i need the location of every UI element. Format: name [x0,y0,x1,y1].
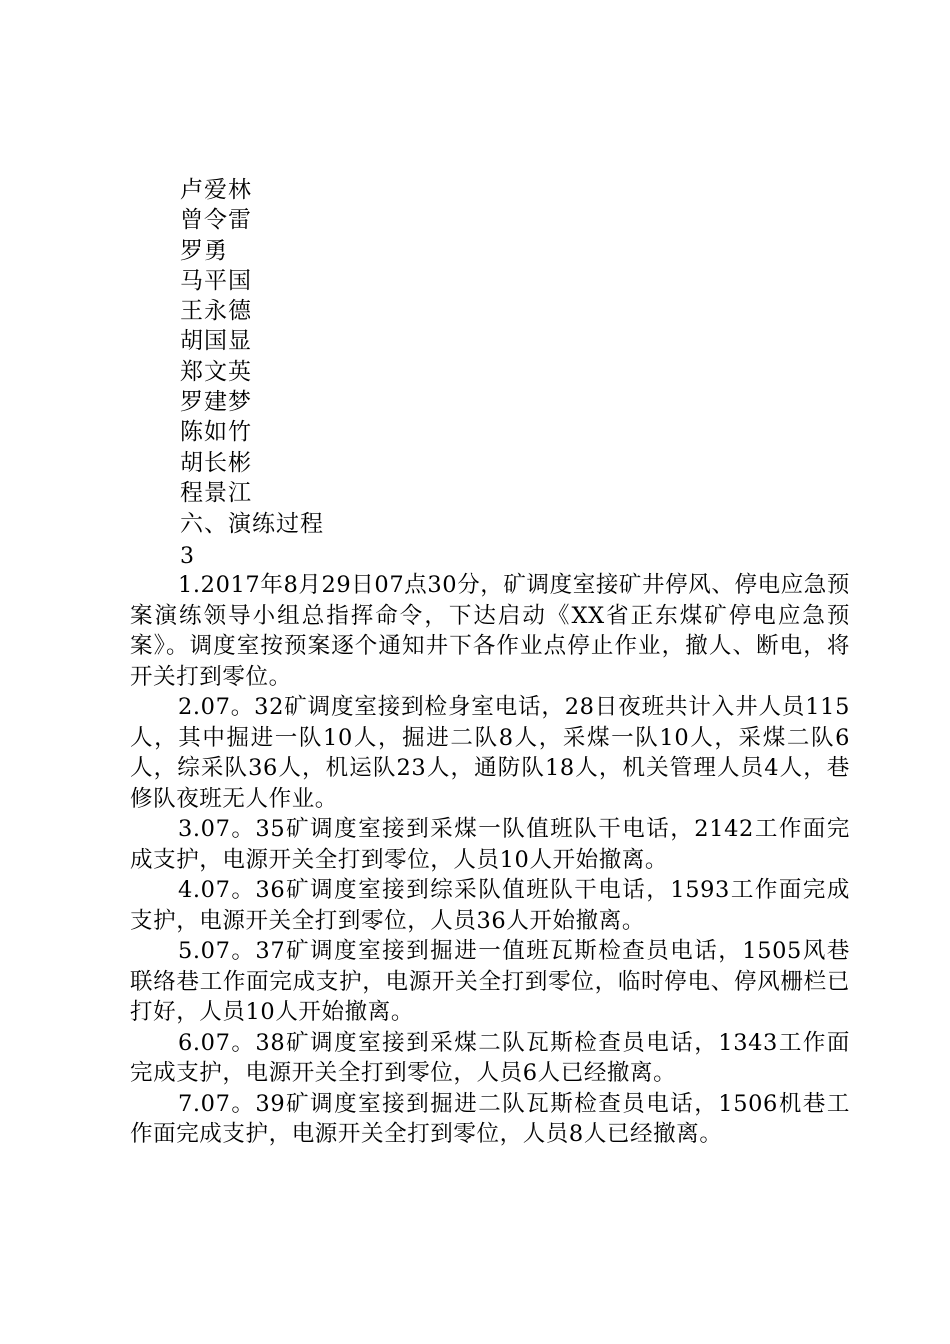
participant-name: 陈如竹 [180,419,252,446]
participant-name: 罗勇 [180,237,228,264]
participant-name: 罗建梦 [180,389,252,416]
participant-name: 马平国 [180,267,252,294]
paragraph: 6.07。38矿调度室接到采煤二队瓦斯检查员电话，1343工作面完成支护，电源开关全打到零位，人员6人已经撤离。 [130,1029,850,1086]
participant-name: 胡国显 [180,328,252,355]
participant-name: 郑文英 [180,358,252,385]
page-number: 3 [180,544,194,569]
paragraph: 1.2017年8月29日07点30分，矿调度室接矿井停风、停电应急预案演练领导小组总指挥命令，下达启动《XX省正东煤矿停电应急预案》。调度室按预案逐个通知井下各作业点停止作业，撤人、断电，将开关打到零位。 [130,572,850,690]
section-heading: 六、演练过程 [180,511,324,537]
participant-name: 王永德 [180,298,252,325]
participant-name: 曾令雷 [180,207,252,234]
paragraph: 3.07。35矿调度室接到采煤一队值班队干电话，2142工作面完成支护，电源开关全打到零位，人员10人开始撤离。 [130,816,850,873]
paragraph: 5.07。37矿调度室接到掘进一值班瓦斯检查员电话，1505风巷联络巷工作面完成支护，电源开关全打到零位，临时停电、停风栅栏已打好，人员10人开始撤离。 [130,938,850,1025]
participant-name: 胡长彬 [180,449,252,476]
paragraph: 7.07。39矿调度室接到掘进二队瓦斯检查员电话，1506机巷工作面完成支护，电源开关全打到零位，人员8人已经撤离。 [130,1090,850,1147]
paragraph: 4.07。36矿调度室接到综采队值班队干电话，1593工作面完成支护，电源开关全打到零位，人员36人开始撤离。 [130,877,850,934]
paragraph: 2.07。32矿调度室接到检身室电话，28日夜班共计入井人员115人，其中掘进一队10人，掘进二队8人，采煤一队10人，采煤二队6人，综采队36人，机运队23人，通防队18人，机关管理人员4人，巷修队夜班无人作业。 [130,694,850,812]
participant-name: 程景江 [180,479,252,506]
drill-process-body [130,570,850,1150]
participant-name: 卢爱林 [180,177,252,203]
participant-name-list [180,175,252,508]
